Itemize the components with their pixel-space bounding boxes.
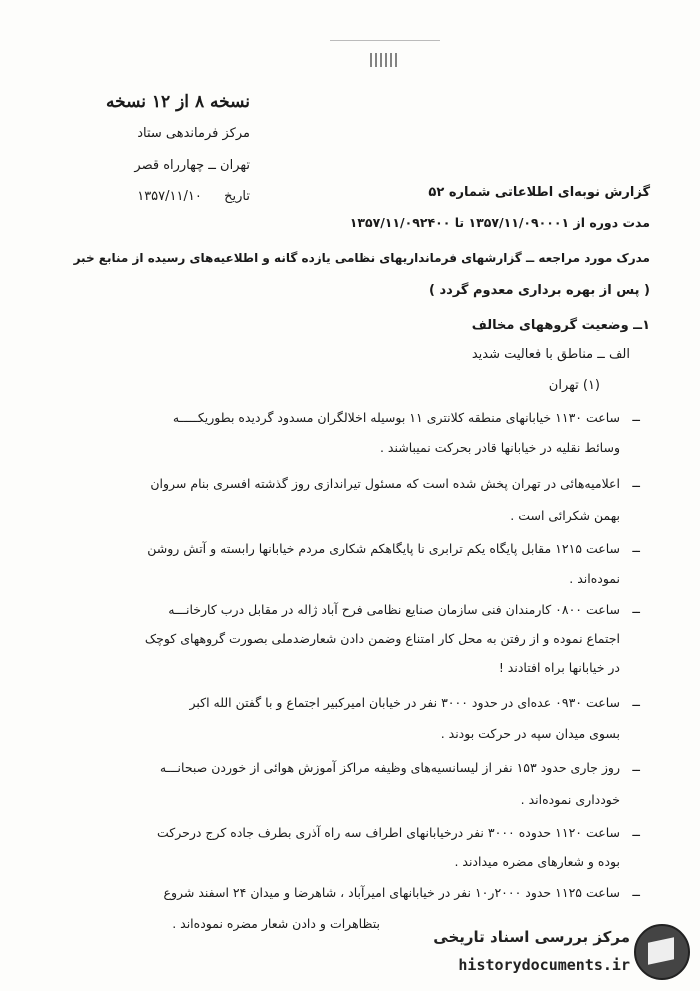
list-item-line: ساعت ۱۱۲۵ حدود ۲۰۰۰ر۱۰ نفر در خیابانهای امیرآباد ، شاهرضا و میدان ۲۴ اسفند شروع	[163, 885, 620, 900]
list-item-line: اعلامیه‌هائی در تهران پخش شده است که مسئول تیراندازی روز گذشته افسری بنام سروان	[150, 476, 620, 491]
list-item-line: بسوی میدان سپه در حرکت بودند .	[440, 726, 620, 741]
list-item-line: ساعت ۰۹۳۰ عده‌ای در حدود ۳۰۰۰ نفر در خیابان امیرکبیر اجتماع و با گفتن الله اکبر	[189, 695, 620, 710]
bullet-mark: ــ	[632, 476, 640, 491]
city-heading: (۱) تهران	[548, 378, 600, 393]
copy-number: نسخه ۸ از ۱۲ نسخه	[106, 92, 250, 112]
bullet-mark: ــ	[632, 825, 640, 840]
command-center: مرکز فرماندهی ستاد	[137, 126, 250, 141]
list-item-line: بوده و شعارهای مضره میدادند .	[454, 854, 620, 869]
list-item-line: ساعت ۱۱۳۰ خیابانهای منطقه کلانتری ۱۱ بوسیله اخلالگران مسدود گردیده بطوریکـــــه	[172, 410, 620, 425]
bullet-mark: ــ	[632, 410, 640, 425]
date-line	[100, 189, 250, 204]
location: تهران ــ چهارراه قصر	[134, 158, 250, 173]
list-item-line: ساعت ۱۱۲۰ حدوده ۳۰۰۰ نفر درخیابانهای اطراف سه راه آذری بطرف جاده کرج درحرکت	[156, 825, 620, 840]
list-item-line: اجتماع نموده و از رفتن به محل کار امتناع وضمن دادن شعارضدملی بصورت گروههای کوچک	[144, 631, 620, 646]
stamp-mark	[330, 40, 440, 77]
report-note: ( پس از بهره برداری معدوم گردد )	[429, 283, 650, 298]
bullet-mark: ــ	[632, 760, 640, 775]
date-label: تاریخ	[224, 189, 250, 204]
list-item-line: نموده‌اند .	[569, 571, 620, 586]
date-value: ۱۳۵۷/۱۱/۱۰	[137, 189, 202, 204]
section-1-heading: ۱ــ وضعیت گروههای مخالف	[471, 318, 650, 333]
list-item-line: بهمن شکرائی است .	[510, 508, 620, 523]
subsection-a: الف ــ مناطق با فعالیت شدید	[471, 347, 630, 362]
list-item-line: ساعت ۰۸۰۰ کارمندان فنی سازمان صنایع نظامی فرح آباد ژاله در مقابل درب کارخانـــه	[168, 602, 620, 617]
watermark-title: مرکز بررسی اسناد تاریخی	[433, 928, 630, 946]
list-item-line: در خیابانها براه افتادند !	[498, 660, 620, 675]
bullet-mark: ــ	[632, 541, 640, 556]
list-item-line: ساعت ۱۲۱۵ مقابل پایگاه یکم ترابری نا پایگاهکم شکاری مردم خیابانها رابسته و آتش روشن	[147, 541, 620, 556]
report-title: گزارش نوبه‌ای اطلاعاتی شماره ۵۲	[428, 185, 650, 200]
list-item-line: وسائط نقلیه در خیابانها قادر بحرکت نمیباشند .	[379, 440, 620, 455]
archive-logo-icon	[634, 924, 690, 980]
list-item-line: خودداری نموده‌اند .	[520, 792, 620, 807]
report-source: مدرک مورد مراجعه ــ گزارشهای فرمانداریهای نظامی یازده گانه و اطلاعیه‌های رسیده از منابع خبر	[73, 251, 650, 265]
list-item-line: روز جاری حدود ۱۵۳ نفر از لیسانسیه‌های وظیفه مراکز آموزش هوائی از خوردن صبحانـــه	[159, 760, 620, 775]
bullet-mark: ــ	[632, 695, 640, 710]
bullet-mark: ــ	[632, 602, 640, 617]
list-item-line: بتظاهرات و دادن شعار مضره نموده‌اند .	[172, 916, 380, 931]
bullet-mark: ــ	[632, 885, 640, 900]
report-period: مدت دوره از ۱۳۵۷/۱۱/۰۹۰۰۰۱ تا ۱۳۵۷/۱۱/۰۹۲۴۰۰	[349, 215, 650, 230]
watermark-url: historydocuments.ir	[458, 956, 630, 974]
archive-watermark	[425, 922, 690, 984]
